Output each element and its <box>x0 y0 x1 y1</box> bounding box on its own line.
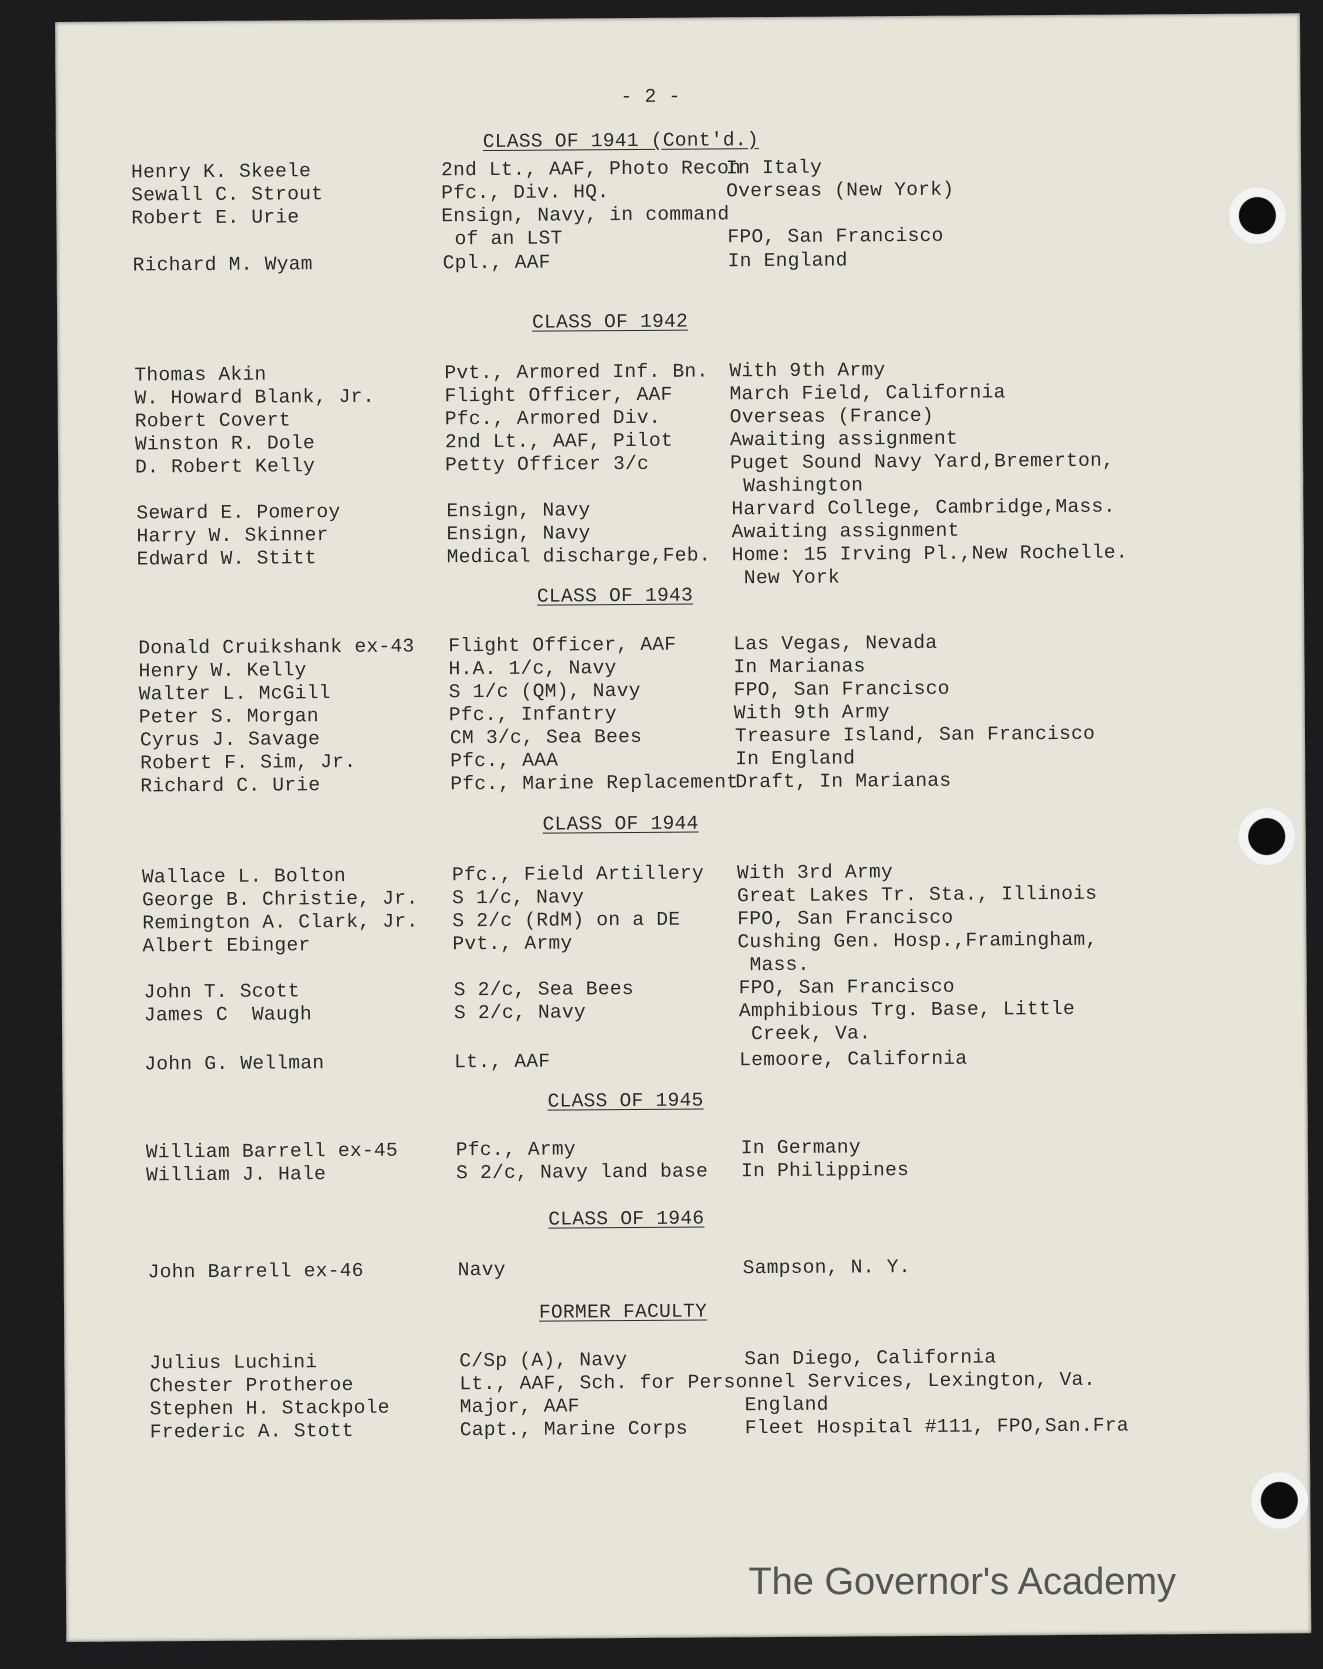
roster-location: With 3rd Army <box>736 861 894 885</box>
roster-name: Donald Cruikshank ex-43 <box>138 635 415 660</box>
roster-name: James C Waugh <box>143 1003 313 1027</box>
roster-rank: Major, AAF <box>459 1395 580 1419</box>
roster-name: Harry W. Skinner <box>136 524 329 548</box>
roster-location: Washington <box>731 474 864 498</box>
roster-rank: Ensign, Navy <box>446 499 591 523</box>
binder-hole-middle <box>1238 807 1296 865</box>
roster-rank: Pfc., Marine Replacement <box>450 771 739 796</box>
roster-location: Puget Sound Navy Yard,Bremerton, <box>730 449 1115 475</box>
roster-rank: S 2/c, Navy land base <box>455 1160 709 1185</box>
section-heading: CLASS OF 1942 <box>532 310 689 334</box>
roster-name: Sewall C. Strout <box>131 183 324 207</box>
roster-location: Overseas (New York) <box>726 178 955 203</box>
roster-rank: Flight Officer, AAF <box>448 633 677 658</box>
roster-rank: Pfc., Armored Div. <box>444 406 661 431</box>
roster-rank: Navy <box>457 1258 506 1282</box>
roster-location: Treasure Island, San Francisco <box>734 722 1096 748</box>
roster-name: George B. Christie, Jr. <box>142 887 419 912</box>
roster-rank: S 1/c (QM), Navy <box>448 679 641 704</box>
roster-location: FPO, San Francisco <box>727 224 944 249</box>
roster-location: FPO, San Francisco <box>738 975 955 1000</box>
document-page <box>55 13 1311 1642</box>
roster-rank: CM 3/c, Sea Bees <box>449 725 643 750</box>
roster-name: Edward W. Stitt <box>136 547 317 571</box>
roster-location: New York <box>731 566 841 590</box>
roster-name: Stephen H. Stackpole <box>149 1396 390 1421</box>
roster-name: John T. Scott <box>143 980 300 1004</box>
section-heading: FORMER FACULTY <box>538 1300 708 1324</box>
roster-rank: 2nd Lt., AAF, Photo Recon <box>440 157 742 182</box>
roster-rank: C/Sp (A), Navy <box>459 1349 628 1373</box>
roster-name: Henry K. Skeele <box>130 160 312 184</box>
roster-location: In Germany <box>740 1136 861 1160</box>
roster-name: Henry W. Kelly <box>138 659 307 683</box>
roster-location: Great Lakes Tr. Sta., Illinois <box>737 882 1098 908</box>
roster-rank: Ensign, Navy <box>446 522 591 546</box>
roster-name: Walter L. McGill <box>138 682 331 706</box>
roster-location: FPO, San Francisco <box>737 906 954 931</box>
binder-hole-bottom <box>1250 1471 1308 1529</box>
roster-location: Fleet Hospital #111, FPO,San.Fra <box>744 1414 1129 1440</box>
roster-name: Wallace L. Bolton <box>141 864 347 889</box>
roster-location: San Diego, California <box>744 1346 997 1371</box>
roster-rank: Capt., Marine Corps <box>459 1417 688 1442</box>
roster-location: Amphibious Trg. Base, Little <box>738 997 1076 1023</box>
roster-name: Robert F. Sim, Jr. <box>140 750 357 775</box>
roster-location: Harvard College, Cambridge,Mass. <box>731 495 1116 521</box>
roster-location: In Marianas <box>733 655 866 679</box>
roster-name: Thomas Akin <box>134 363 267 387</box>
watermark-text: The Governor's Academy <box>748 1561 1176 1603</box>
roster-location: Lemoore, California <box>739 1047 968 1072</box>
section-heading: CLASS OF 1946 <box>548 1207 705 1231</box>
roster-rank: S 2/c (RdM) on a DE <box>452 908 681 933</box>
roster-location: Cushing Gen. Hosp.,Framingham, <box>737 928 1098 954</box>
roster-content <box>55 13 1300 1444</box>
roster-rank: Lt., AAF, Sch. for Personnel Services, Lexington, Va. <box>459 1368 1096 1396</box>
roster-rank: S 2/c, Sea Bees <box>453 977 634 1002</box>
roster-location: In Philippines <box>740 1159 910 1183</box>
roster-rank: Pfc., AAA <box>450 749 559 773</box>
roster-rank: S 1/c, Navy <box>452 886 585 910</box>
roster-location: FPO, San Francisco <box>733 677 950 702</box>
roster-location: With 9th Army <box>733 701 890 725</box>
roster-rank: Lt., AAF <box>454 1050 551 1074</box>
roster-name: Chester Protheroe <box>149 1373 354 1398</box>
roster-name: Peter S. Morgan <box>138 705 319 729</box>
roster-rank: Pvt., Army <box>452 932 573 956</box>
roster-location: Awaiting assignment <box>729 427 959 452</box>
roster-name: D. Robert Kelly <box>135 455 316 479</box>
roster-rank: of an LST <box>442 227 563 251</box>
roster-location: Home: 15 Irving Pl.,New Rochelle. <box>731 541 1128 567</box>
roster-location: England <box>744 1393 829 1417</box>
roster-location: Creek, Va. <box>739 1022 872 1046</box>
binder-hole-top <box>1228 186 1286 244</box>
section-heading: CLASS OF 1945 <box>547 1089 704 1113</box>
roster-location: Draft, In Marianas <box>735 769 952 794</box>
roster-name: Robert Covert <box>134 409 291 433</box>
roster-location: In England <box>727 249 848 273</box>
roster-name: Richard M. Wyam <box>132 253 313 277</box>
roster-name: Frederic A. Stott <box>149 1419 354 1444</box>
roster-rank: Pfc., Field Artillery <box>451 862 705 887</box>
roster-name: Winston R. Dole <box>134 432 316 456</box>
roster-name: Richard C. Urie <box>140 774 321 798</box>
section-heading: CLASS OF 1944 <box>542 812 699 836</box>
section-heading: CLASS OF 1941 (Cont'd.) <box>482 129 759 154</box>
roster-rank: Pvt., Armored Inf. Bn. <box>444 360 709 385</box>
roster-name: John G. Wellman <box>144 1052 325 1076</box>
roster-rank: Petty Officer 3/c <box>445 452 650 477</box>
roster-location: Las Vegas, Nevada <box>733 631 938 656</box>
roster-rank: Pfc., Infantry <box>448 703 617 727</box>
page-number: - 2 - <box>620 85 681 109</box>
roster-name: William Barrell ex-45 <box>145 1139 399 1164</box>
roster-rank: Medical discharge,Feb. <box>446 544 711 569</box>
roster-location: In England <box>735 747 856 771</box>
roster-name: Cyrus J. Savage <box>139 728 321 752</box>
roster-name: Robert E. Urie <box>131 206 300 230</box>
roster-name: William J. Hale <box>145 1163 327 1187</box>
roster-name: John Barrell ex-46 <box>147 1259 364 1284</box>
roster-name: Albert Ebinger <box>142 934 311 958</box>
roster-location: With 9th Army <box>729 359 886 383</box>
roster-name: Remington A. Clark, Jr. <box>142 910 419 935</box>
roster-rank: H.A. 1/c, Navy <box>448 657 617 681</box>
roster-location: Awaiting assignment <box>731 519 960 544</box>
roster-name: Julius Luchini <box>149 1351 318 1375</box>
roster-rank: 2nd Lt., AAF, Pilot <box>444 429 674 454</box>
section-heading: CLASS OF 1943 <box>536 584 694 608</box>
roster-rank: S 2/c, Navy <box>453 1001 587 1025</box>
roster-rank: Cpl., AAF <box>442 251 551 275</box>
roster-rank: Flight Officer, AAF <box>444 383 673 408</box>
roster-rank: Ensign, Navy, in command <box>441 203 730 228</box>
roster-location: March Field, California <box>729 381 1006 406</box>
roster-location: Overseas (France) <box>729 404 934 429</box>
roster-name: Seward E. Pomeroy <box>136 501 341 525</box>
roster-location: Sampson, N. Y. <box>742 1256 911 1280</box>
roster-location: Mass. <box>737 953 810 977</box>
roster-name: W. Howard Blank, Jr. <box>134 385 375 410</box>
roster-rank: Pfc., Div. HQ. <box>441 181 610 205</box>
roster-rank: Pfc., Army <box>455 1138 576 1162</box>
roster-location: In Italy <box>725 156 823 180</box>
